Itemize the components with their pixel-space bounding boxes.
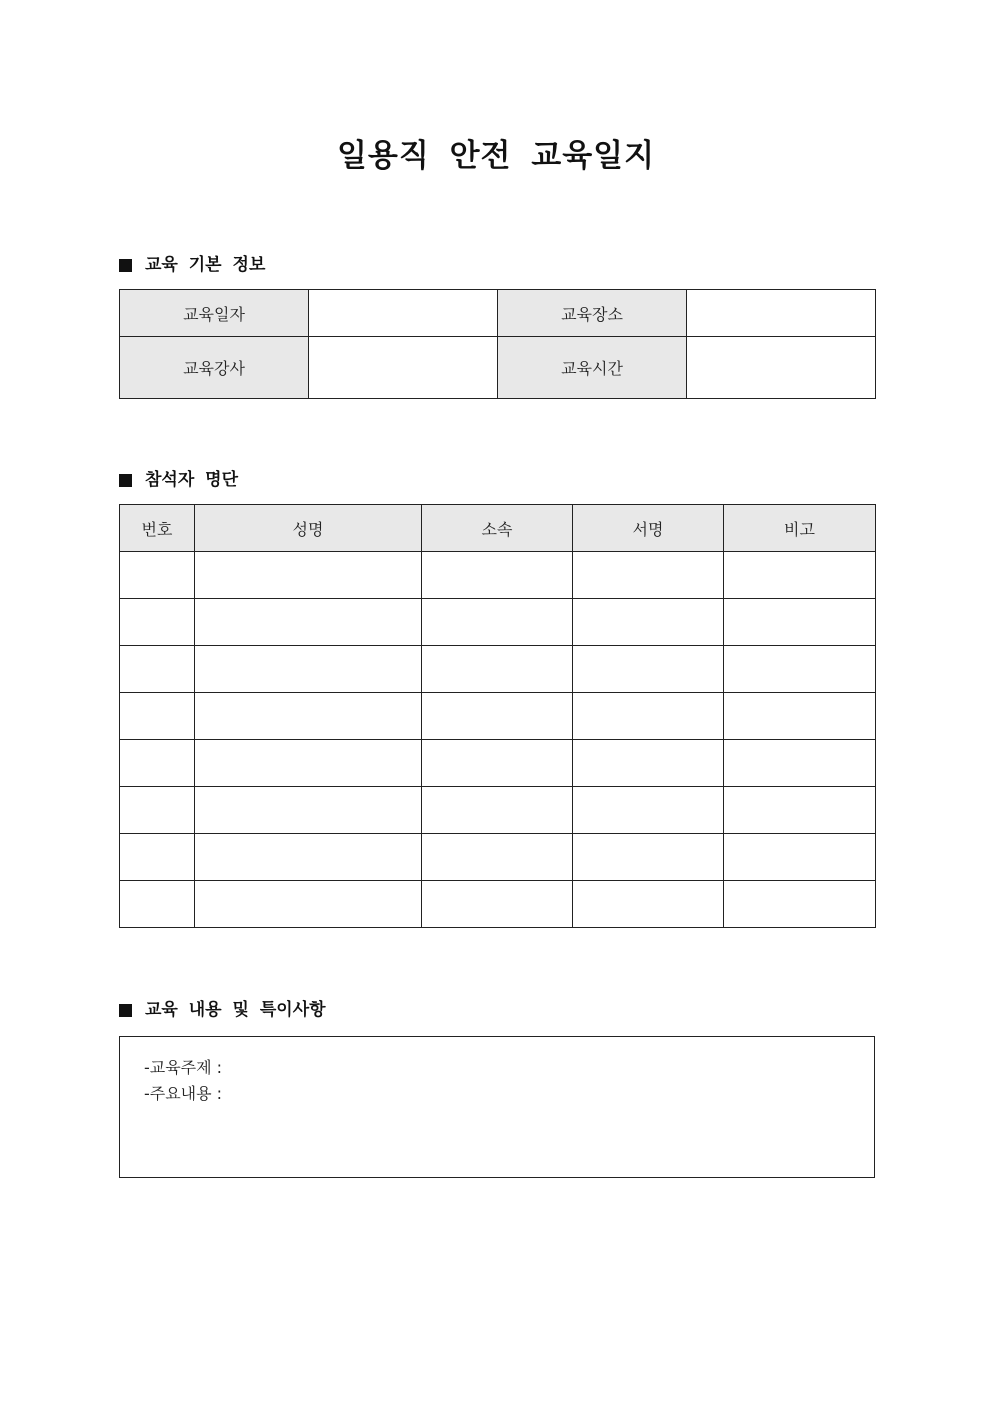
column-header-number: 번호	[120, 505, 195, 552]
cell-number[interactable]	[120, 881, 195, 928]
label-education-time: 교육시간	[498, 337, 687, 399]
cell-number[interactable]	[120, 787, 195, 834]
cell-name[interactable]	[195, 646, 422, 693]
field-education-place[interactable]	[687, 290, 876, 337]
cell-signature[interactable]	[573, 599, 724, 646]
square-bullet-icon	[119, 474, 132, 487]
section-heading-basic-info	[119, 253, 265, 277]
column-header-affiliation: 소속	[422, 505, 573, 552]
cell-signature[interactable]	[573, 693, 724, 740]
cell-number[interactable]	[120, 552, 195, 599]
cell-name[interactable]	[195, 693, 422, 740]
cell-remarks[interactable]	[724, 646, 876, 693]
cell-affiliation[interactable]	[422, 599, 573, 646]
attendee-table	[119, 504, 876, 928]
column-header-signature: 서명	[573, 505, 724, 552]
table-row	[120, 552, 876, 599]
cell-signature[interactable]	[573, 787, 724, 834]
cell-affiliation[interactable]	[422, 552, 573, 599]
label-education-place: 교육장소	[498, 290, 687, 337]
table-row	[120, 693, 876, 740]
section-heading-label: 교육 내용 및 특이사항	[145, 1000, 326, 1020]
cell-signature[interactable]	[573, 740, 724, 787]
cell-remarks[interactable]	[724, 881, 876, 928]
table-row	[120, 646, 876, 693]
cell-number[interactable]	[120, 740, 195, 787]
section-heading-content	[119, 998, 326, 1022]
cell-signature[interactable]	[573, 646, 724, 693]
field-education-instructor[interactable]	[309, 337, 498, 399]
cell-affiliation[interactable]	[422, 834, 573, 881]
cell-affiliation[interactable]	[422, 646, 573, 693]
cell-affiliation[interactable]	[422, 881, 573, 928]
square-bullet-icon	[119, 1004, 132, 1017]
table-row	[120, 834, 876, 881]
cell-name[interactable]	[195, 740, 422, 787]
cell-signature[interactable]	[573, 552, 724, 599]
cell-remarks[interactable]	[724, 834, 876, 881]
cell-remarks[interactable]	[724, 599, 876, 646]
cell-name[interactable]	[195, 881, 422, 928]
document-title: 일용직 안전 교육일지	[336, 138, 656, 174]
square-bullet-icon	[119, 259, 132, 272]
table-header-row	[120, 505, 876, 552]
section-heading-label: 교육 기본 정보	[145, 255, 266, 275]
table-row	[120, 599, 876, 646]
label-education-date: 교육일자	[120, 290, 309, 337]
field-education-time[interactable]	[687, 337, 876, 399]
cell-number[interactable]	[120, 693, 195, 740]
education-topic-label: -교육주제 :	[144, 1058, 223, 1077]
table-row	[120, 881, 876, 928]
cell-remarks[interactable]	[724, 693, 876, 740]
cell-remarks[interactable]	[724, 552, 876, 599]
field-education-date[interactable]	[309, 290, 498, 337]
column-header-name: 성명	[195, 505, 422, 552]
content-notes-box[interactable]	[119, 1036, 875, 1178]
section-heading-label: 참석자 명단	[145, 470, 239, 490]
table-row	[120, 787, 876, 834]
cell-name[interactable]	[195, 552, 422, 599]
main-content-label: -주요내용 :	[144, 1084, 223, 1103]
cell-signature[interactable]	[573, 834, 724, 881]
cell-name[interactable]	[195, 599, 422, 646]
cell-name[interactable]	[195, 834, 422, 881]
section-heading-attendees	[119, 468, 238, 492]
table-row	[120, 740, 876, 787]
cell-affiliation[interactable]	[422, 740, 573, 787]
cell-affiliation[interactable]	[422, 787, 573, 834]
table-row	[120, 337, 876, 399]
table-row	[120, 290, 876, 337]
cell-signature[interactable]	[573, 881, 724, 928]
cell-remarks[interactable]	[724, 740, 876, 787]
basic-info-table	[119, 289, 876, 399]
cell-number[interactable]	[120, 834, 195, 881]
cell-remarks[interactable]	[724, 787, 876, 834]
cell-affiliation[interactable]	[422, 693, 573, 740]
cell-number[interactable]	[120, 646, 195, 693]
cell-number[interactable]	[120, 599, 195, 646]
label-education-instructor: 교육강사	[120, 337, 309, 399]
column-header-remarks: 비고	[724, 505, 876, 552]
cell-name[interactable]	[195, 787, 422, 834]
